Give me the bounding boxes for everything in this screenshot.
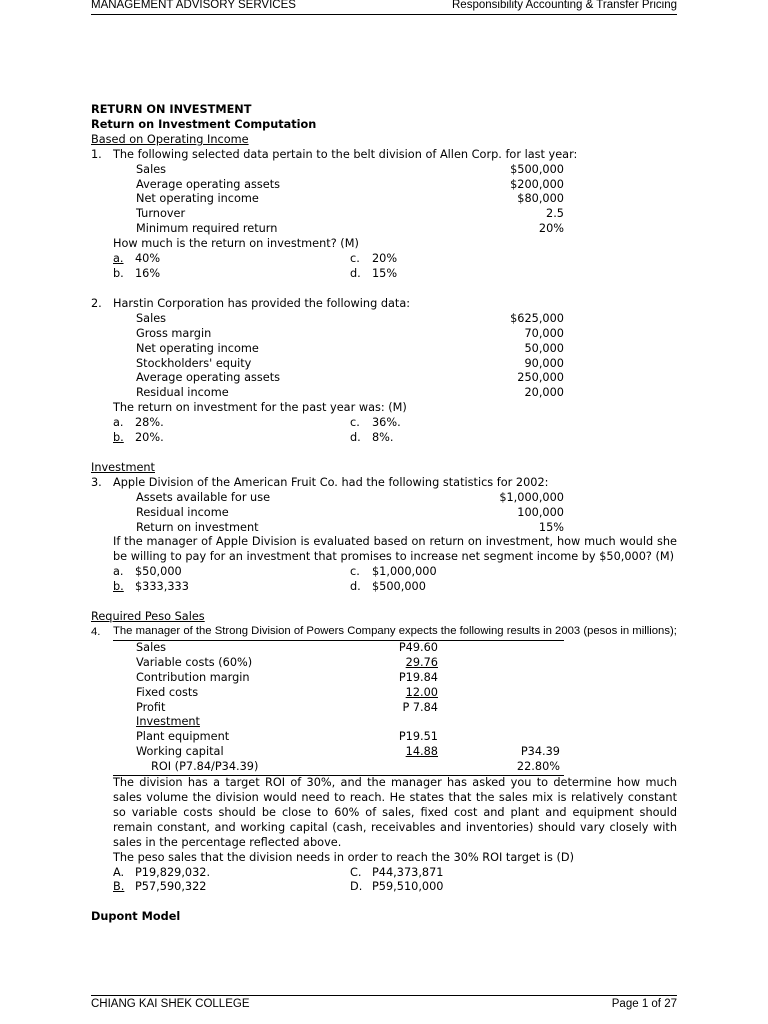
question-1	[91, 148, 677, 163]
table-total	[438, 641, 560, 656]
choice-key: b.	[113, 431, 124, 445]
choice-key: a.	[113, 416, 124, 430]
data-label: Average operating assets	[136, 177, 281, 191]
data-label: Sales	[136, 162, 167, 176]
data-label: Residual income	[136, 505, 229, 519]
choice-key: b.	[113, 580, 124, 594]
data-row	[136, 342, 564, 357]
section-heading-operating-income: Based on Operating Income	[91, 132, 249, 146]
data-label: Residual income	[136, 386, 229, 400]
question-text: Harstin Corporation has provided the following data:	[113, 296, 411, 310]
header-chapter-title: Responsibility Accounting & Transfer Pricing	[452, 0, 677, 11]
table-total	[438, 671, 560, 686]
header-rule	[91, 14, 677, 15]
data-label: Average operating assets	[136, 371, 281, 385]
table-row	[113, 641, 564, 656]
choice-key: D.	[350, 880, 363, 894]
table-label: Profit	[136, 700, 166, 714]
choice-text: $500,000	[372, 580, 426, 594]
data-value: $80,000	[517, 192, 564, 206]
choice-key: d.	[350, 266, 361, 280]
answer-choices	[113, 252, 677, 282]
choice-text: 36%.	[372, 416, 401, 430]
table-amount	[376, 715, 438, 730]
choice-text: P57,590,322	[135, 880, 207, 894]
data-value: 20%	[538, 222, 564, 236]
table-total: 22.80%	[516, 760, 560, 774]
data-row	[136, 178, 564, 193]
table-amount: 14.88	[405, 745, 438, 759]
table-row	[113, 715, 564, 730]
table-amount	[376, 760, 438, 775]
data-value: $500,000	[510, 162, 564, 176]
choice-key: C.	[350, 865, 362, 879]
table-label: Contribution margin	[136, 670, 250, 684]
choice-text: P59,510,000	[372, 880, 444, 894]
choice-key: c.	[350, 565, 360, 579]
data-value: $200,000	[510, 177, 564, 191]
choice-text: 40%	[135, 252, 161, 266]
data-row	[136, 312, 564, 327]
data-row	[136, 506, 564, 521]
table-row	[113, 686, 564, 701]
data-value: 70,000	[524, 326, 564, 340]
table-total: P34.39	[520, 745, 560, 759]
table-total	[438, 730, 560, 745]
question-number: 4.	[91, 626, 101, 638]
table-row	[113, 745, 564, 760]
question-text: The following selected data pertain to the belt division of Allen Corp. for last year:	[113, 147, 578, 161]
section-heading-investment: Investment	[91, 460, 155, 474]
table-label: Fixed costs	[136, 685, 199, 699]
page-title: RETURN ON INVESTMENT	[91, 103, 252, 116]
data-label: Net operating income	[136, 341, 259, 355]
data-value: 90,000	[524, 356, 564, 370]
data-label: Return on investment	[136, 520, 259, 534]
data-value: 2.5	[546, 207, 564, 221]
choice-text: $50,000	[135, 565, 182, 579]
choice-text: 20%	[372, 252, 398, 266]
table-row	[113, 730, 564, 745]
data-label: Stockholders' equity	[136, 356, 252, 370]
data-row	[136, 521, 564, 536]
table-row	[113, 671, 564, 686]
table-amount: P 7.84	[402, 700, 438, 714]
question-2	[91, 297, 677, 312]
question-paragraph: The division has a target ROI of 30%, and the manager has asked you to determine how much sales volume the division would need to reach. He states that the sales mix is relatively constant so variable costs should be close to 60% of sales, fixed cost and plant and equipment should remain constant, and working capital (cash, receivables and inventories) should vary closely with sales in the percentage reflected above.	[113, 776, 677, 849]
data-label: Turnover	[136, 207, 186, 221]
document-body	[91, 103, 677, 925]
question-prompt: The peso sales that the division needs in order to reach the 30% ROI target is (D)	[113, 850, 575, 864]
choice-text: 20%.	[135, 431, 164, 445]
footer-rule	[91, 995, 677, 996]
choice-text: P19,829,032.	[135, 865, 211, 879]
data-row	[136, 371, 564, 386]
table-amount: P19.84	[398, 670, 438, 684]
data-value: $625,000	[510, 311, 564, 325]
table-row	[113, 760, 564, 776]
data-row	[136, 222, 564, 237]
table-amount: P49.60	[398, 640, 438, 654]
question-number: 2.	[91, 296, 102, 310]
answer-choices	[113, 565, 677, 595]
question-4	[91, 625, 677, 640]
header-course-title: MANAGEMENT ADVISORY SERVICES	[91, 0, 296, 11]
choice-text: 16%	[135, 266, 161, 280]
table-amount: P19.51	[398, 730, 438, 744]
question-prompt: The return on investment for the past year was: (M)	[113, 401, 407, 415]
data-row	[136, 163, 564, 178]
choice-text: 8%.	[372, 431, 394, 445]
choice-key: d.	[350, 431, 361, 445]
data-label: Gross margin	[136, 326, 212, 340]
table-label: Sales	[136, 640, 167, 654]
answer-choices	[113, 866, 677, 896]
footer-school-name: CHIANG KAI SHEK COLLEGE	[91, 998, 250, 1010]
question-prompt: How much is the return on investment? (M)	[113, 237, 359, 251]
section-subtitle: Return on Investment Computation	[91, 117, 317, 131]
table-label: Investment	[136, 715, 200, 729]
question-text: The manager of the Strong Division of Powers Company expects the following results in 2003 (pesos in millions);	[113, 625, 677, 637]
data-row	[136, 327, 564, 342]
data-row	[136, 357, 564, 372]
data-value: 15%	[538, 520, 564, 534]
data-value: 50,000	[524, 341, 564, 355]
data-label: Assets available for use	[136, 490, 271, 504]
question-text: Apple Division of the American Fruit Co. had the following statistics for 2002:	[113, 475, 549, 489]
question-number: 1.	[91, 147, 102, 161]
data-label: Net operating income	[136, 192, 259, 206]
choice-key: c.	[350, 416, 360, 430]
data-value: 20,000	[524, 386, 564, 400]
data-row	[136, 192, 564, 207]
choice-text: $1,000,000	[372, 565, 437, 579]
table-row	[113, 656, 564, 671]
choice-text: P44,373,871	[372, 865, 444, 879]
choice-text: 28%.	[135, 416, 164, 430]
table-label: Plant equipment	[136, 730, 230, 744]
data-value: $1,000,000	[499, 490, 564, 504]
choice-text: 15%	[372, 266, 398, 280]
choice-key: B.	[113, 880, 125, 894]
choice-key: a.	[113, 565, 124, 579]
choice-key: b.	[113, 266, 124, 280]
data-label: Sales	[136, 311, 167, 325]
question-prompt: If the manager of Apple Division is evaluated based on return on investment, how much would she be willing to pay for an investment that promises to increase net segment income by $50,000? (M)	[113, 535, 677, 564]
table-label: Variable costs (60%)	[136, 655, 253, 669]
data-row	[136, 386, 564, 401]
table-total	[438, 701, 560, 716]
question-3	[91, 476, 677, 491]
table-total	[438, 686, 560, 701]
table-label: Working capital	[136, 745, 224, 759]
question-number: 3.	[91, 475, 102, 489]
section-heading-required-peso-sales: Required Peso Sales	[91, 610, 205, 624]
choice-text: $333,333	[135, 580, 189, 594]
choice-key: c.	[350, 252, 360, 266]
table-row	[113, 701, 564, 716]
data-value: 100,000	[517, 505, 564, 519]
data-row	[136, 491, 564, 506]
choice-key: A.	[113, 865, 125, 879]
choice-key: d.	[350, 580, 361, 594]
table-amount: 29.76	[405, 655, 438, 669]
section-heading-dupont-model: Dupont Model	[91, 910, 181, 924]
table-total	[438, 656, 560, 671]
data-label: Minimum required return	[136, 222, 278, 236]
data-row	[136, 207, 564, 222]
table-amount: 12.00	[405, 685, 438, 699]
table-label: ROI (P7.84/P34.39)	[151, 760, 259, 774]
footer-page-number: Page 1 of 27	[611, 998, 677, 1010]
answer-choices	[113, 416, 677, 446]
table-total	[438, 715, 560, 730]
data-value: 250,000	[517, 371, 564, 385]
financial-table	[113, 640, 564, 776]
choice-key: a.	[113, 252, 124, 266]
